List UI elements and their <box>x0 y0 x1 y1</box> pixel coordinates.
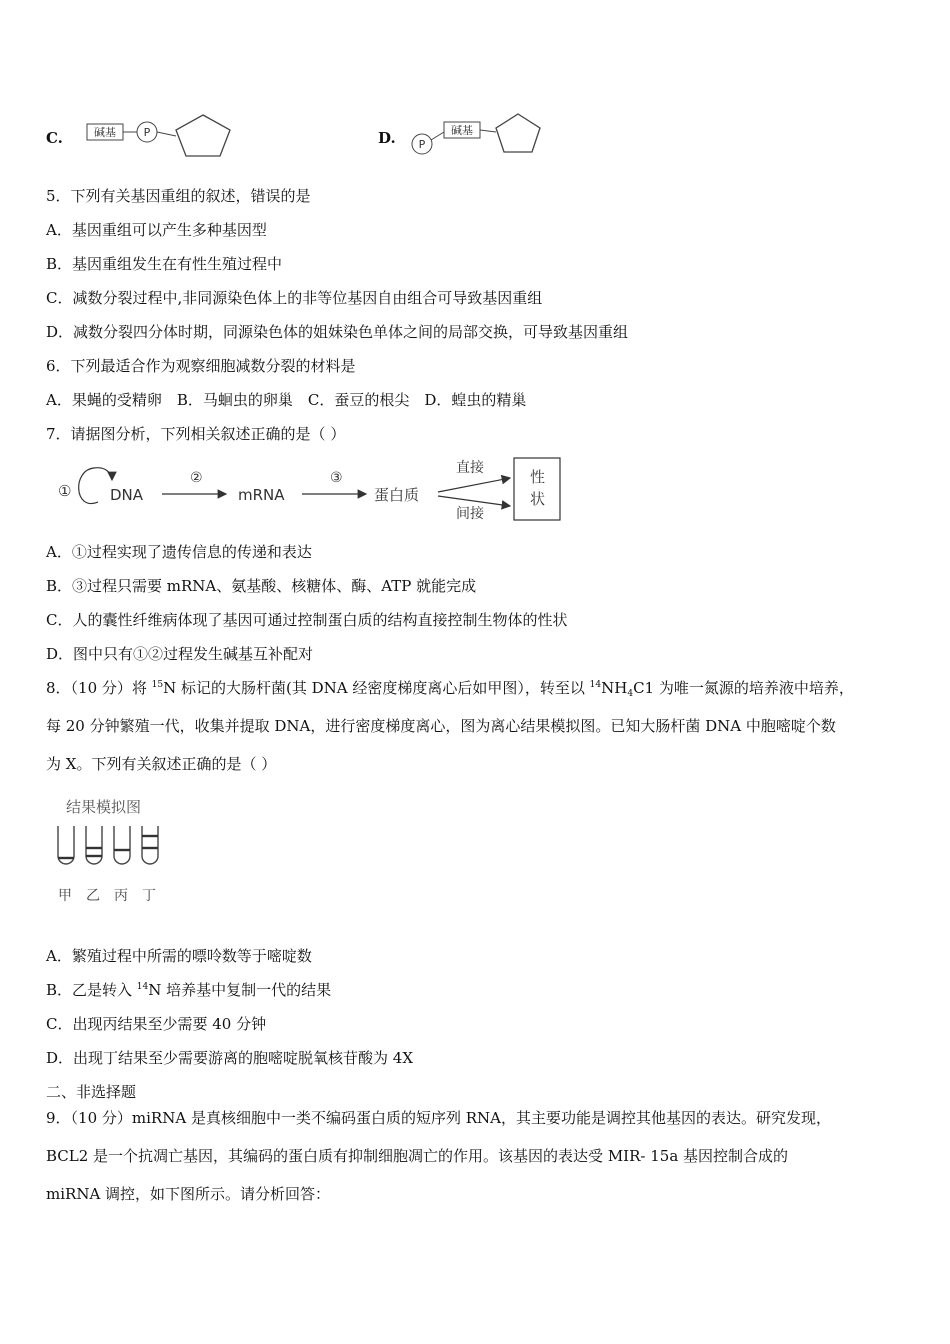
tube-label-ding: 丁 <box>142 888 156 904</box>
protein-label: 蛋白质 <box>374 486 420 504</box>
q6-stem: 6．下列最适合作为观察细胞减数分裂的材料是 <box>46 357 356 375</box>
gene-expression-diagram <box>54 456 584 526</box>
q7-option-c: C．人的囊性纤维病体现了基因可通过控制蛋白质的结构直接控制生物体的性状 <box>46 611 568 629</box>
centrifuge-result-figure <box>52 794 182 914</box>
q9-line1: 9．（10 分）miRNA 是真核细胞中一类不编码蛋白质的短序列 RNA，其主要功能是调控其他基因的表达。研究发现， <box>46 1109 831 1127</box>
tube-label-bing: 丙 <box>114 888 128 904</box>
option-c-label: C. <box>46 129 63 147</box>
q8-option-b: B．乙是转入 $^{14}$N 培养基中复制一代的结果 <box>46 981 332 999</box>
tube-label-yi: 乙 <box>86 888 100 904</box>
dna-label: DNA <box>110 486 144 504</box>
q6-options: A．果蝇的受精卵 B．马蛔虫的卵巢 C．蚕豆的根尖 D．蝗虫的精巢 <box>46 391 527 409</box>
q5-stem: 5．下列有关基因重组的叙述，错误的是 <box>46 187 311 205</box>
q5-option-a: A．基因重组可以产生多种基因型 <box>46 221 267 239</box>
q8-option-c: C．出现丙结果至少需要 40 分钟 <box>46 1015 267 1033</box>
process-3-label: ③ <box>330 470 343 486</box>
q5-option-c: C．减数分裂过程中,非同源染色体上的非等位基因自由组合可导致基因重组 <box>46 289 543 307</box>
q7-option-d: D．图中只有①②过程发生碱基互补配对 <box>46 645 314 663</box>
nucleotide-diagram-d <box>408 110 548 162</box>
section-heading: 二、非选择题 <box>46 1083 137 1101</box>
q8-stem-line2: 每 20 分钟繁殖一代，收集并提取 DNA，进行密度梯度离心，图为离心结果模拟图。已知大肠杆菌 DNA 中胞嘧啶个数 <box>46 717 836 735</box>
trait-char-2: 状 <box>530 490 546 508</box>
q5-option-d: D．减数分裂四分体时期，同源染色体的姐妹染色单体之间的局部交换，可导致基因重组 <box>46 323 629 341</box>
svg-text:P: P <box>418 138 426 151</box>
q7-option-a: A．①过程实现了遗传信息的传递和表达 <box>46 543 312 561</box>
q8-option-a: A．繁殖过程中所需的嘌呤数等于嘧啶数 <box>46 947 312 965</box>
q9-line2: BCL2 是一个抗凋亡基因，其编码的蛋白质有抑制细胞凋亡的作用。该基因的表达受 MIR- 15a 基因控制合成的 <box>46 1147 789 1165</box>
q7-option-b: B．③过程只需要 mRNA、氨基酸、核糖体、酶、ATP 就能完成 <box>46 577 477 595</box>
q9-line3: miRNA 调控，如下图所示。请分析回答： <box>46 1185 331 1203</box>
q8-option-d: D．出现丁结果至少需要游离的胞嘧啶脱氧核苷酸为 4X <box>46 1049 414 1067</box>
mrna-label: mRNA <box>238 486 285 504</box>
process-1-label: ① <box>58 482 72 500</box>
q7-stem: 7．请据图分析，下列相关叙述正确的是（ ） <box>46 425 346 443</box>
figure-title: 结果模拟图 <box>66 798 142 816</box>
q5-option-b: B．基因重组发生在有性生殖过程中 <box>46 255 283 273</box>
direct-label: 直接 <box>456 460 484 476</box>
tube-ding <box>142 826 158 864</box>
nucleotide-diagram-c <box>84 110 234 162</box>
tube-bing <box>114 826 130 864</box>
trait-char-1: 性 <box>530 468 546 486</box>
q8-stem-line3: 为 X。下列有关叙述正确的是（ ） <box>46 755 277 773</box>
process-2-label: ② <box>190 470 203 486</box>
tube-label-jia: 甲 <box>58 888 72 904</box>
option-d-label: D. <box>378 129 396 147</box>
phosphate-text: P <box>143 126 151 139</box>
svg-text:碱基: 碱基 <box>451 124 473 137</box>
q8-stem-line1: 8．（10 分）将 $^{15}$N 标记的大肠杆菌(其 DNA 经密度梯度离心后如甲图），转至以 $^{14}NH_4C1$ 为唯一氮源的培养液中培养， <box>46 679 854 699</box>
indirect-label: 间接 <box>456 506 484 522</box>
base-box-text: 碱基 <box>94 126 116 139</box>
tube-yi <box>86 826 102 864</box>
